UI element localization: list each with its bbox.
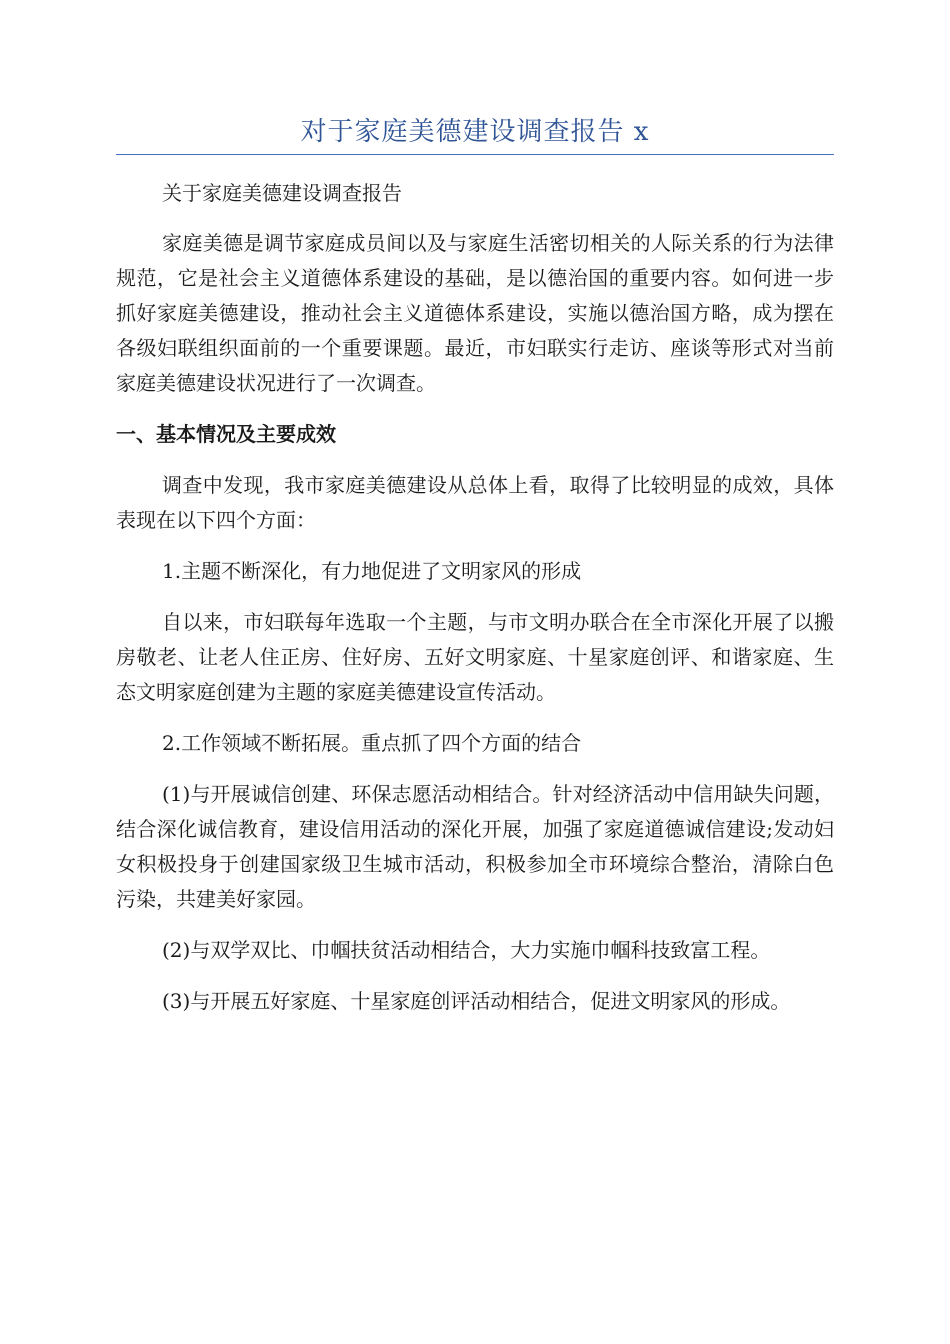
paragraph-intro: 家庭美德是调节家庭成员间以及与家庭生活密切相关的人际关系的行为法律规范，它是社会主义道德体系建设的基础，是以德治国的重要内容。如何进一步抓好家庭美德建设，推动社会主义道德体系建设，实施以德治国方略，成为摆在各级妇联组织面前的一个重要课题。最近，市妇联实行走访、座谈等形式对当前家庭美德建设状况进行了一次调查。: [116, 231, 834, 395]
paragraph-overview: 调查中发现，我市家庭美德建设从总体上看，取得了比较明显的成效，具体表现在以下四个方面：: [116, 473, 834, 532]
subheading-1: 1.主题不断深化，有力地促进了文明家风的形成: [162, 559, 582, 583]
paragraph-item-2: (2)与双学双比、巾帼扶贫活动相结合，大力实施巾帼科技致富工程。: [162, 938, 771, 962]
paragraph-theme: 自以来，市妇联每年选取一个主题，与市文明办联合在全市深化开展了以搬房敬老、让老人住正房、住好房、五好文明家庭、十星家庭创评、和谐家庭、生态文明家庭创建为主题的家庭美德建设宣传活动。: [116, 610, 834, 704]
paragraph-item-1: (1)与开展诚信创建、环保志愿活动相结合。针对经济活动中信用缺失问题，结合深化诚信教育，建设信用活动的深化开展，加强了家庭道德诚信建设;发动妇女积极投身于创建国家级卫生城市活动，积极参加全市环境综合整治，清除白色污染，共建美好家园。: [116, 782, 834, 911]
section-heading-1: 一、基本情况及主要成效: [116, 422, 336, 446]
subheading-2: 2.工作领域不断拓展。重点抓了四个方面的结合: [162, 731, 582, 755]
document-subtitle: 关于家庭美德建设调查报告: [162, 181, 402, 205]
document-body: [116, 176, 834, 1035]
paragraph-item-3: (3)与开展五好家庭、十星家庭创评活动相结合，促进文明家风的形成。: [162, 989, 791, 1013]
title-underline: [116, 154, 834, 155]
document-title: 对于家庭美德建设调查报告 x: [300, 117, 650, 147]
